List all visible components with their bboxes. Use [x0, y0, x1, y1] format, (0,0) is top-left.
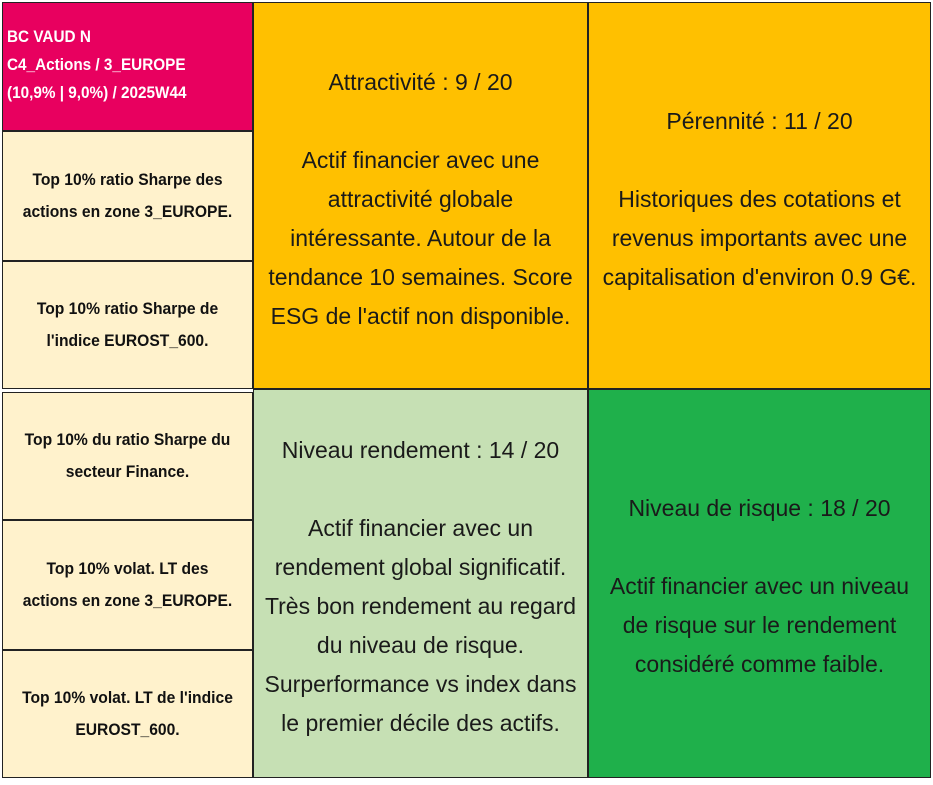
rendement-description: Actif financier avec un rendement global significatif. Très bon rendement au regard du niveau de risque. Surperformance vs index dans le premier décile des actifs.: [264, 515, 577, 736]
asset-stats: (10,9% | 9,0%) / 2025W44: [7, 83, 187, 102]
highlight-item: [2, 131, 253, 261]
asset-name: BC VAUD N: [7, 27, 91, 46]
highlight-item: [2, 520, 253, 650]
asset-category: C4_Actions / 3_EUROPE: [7, 55, 186, 74]
rendement-card: [253, 389, 588, 778]
rendement-title: Niveau rendement : 14 / 20: [281, 437, 560, 463]
risque-title: Niveau de risque : 18 / 20: [628, 495, 891, 521]
risque-description: Actif financier avec un niveau de risque sur le rendement considéré comme faible.: [609, 573, 910, 677]
highlight-text: Top 10% ratio Sharpe de l'indice EUROST_600.: [36, 299, 219, 350]
highlight-item: [2, 650, 253, 778]
attractivite-card: [253, 2, 588, 389]
attractivite-title: Attractivité : 9 / 20: [328, 69, 513, 95]
highlight-item: [2, 261, 253, 389]
asset-header: [2, 2, 253, 131]
highlight-text: Top 10% ratio Sharpe des actions en zone 3_EUROPE.: [22, 170, 233, 221]
perennite-title: Pérennité : 11 / 20: [666, 108, 853, 134]
risque-card: [588, 389, 931, 778]
highlight-text: Top 10% du ratio Sharpe du secteur Finance.: [24, 430, 231, 481]
perennite-description: Historiques des cotations et revenus importants avec une capitalisation d'environ 0.9 G€.: [602, 186, 917, 290]
highlight-item: [2, 392, 253, 520]
highlight-text: Top 10% volat. LT de l'indice EUROST_600.: [22, 688, 233, 739]
attractivite-description: Actif financier avec une attractivité globale intéressante. Autour de la tendance 10 semaines. Score ESG de l'actif non disponible.: [268, 147, 573, 329]
highlight-text: Top 10% volat. LT des actions en zone 3_EUROPE.: [22, 559, 233, 610]
perennite-card: [588, 2, 931, 389]
